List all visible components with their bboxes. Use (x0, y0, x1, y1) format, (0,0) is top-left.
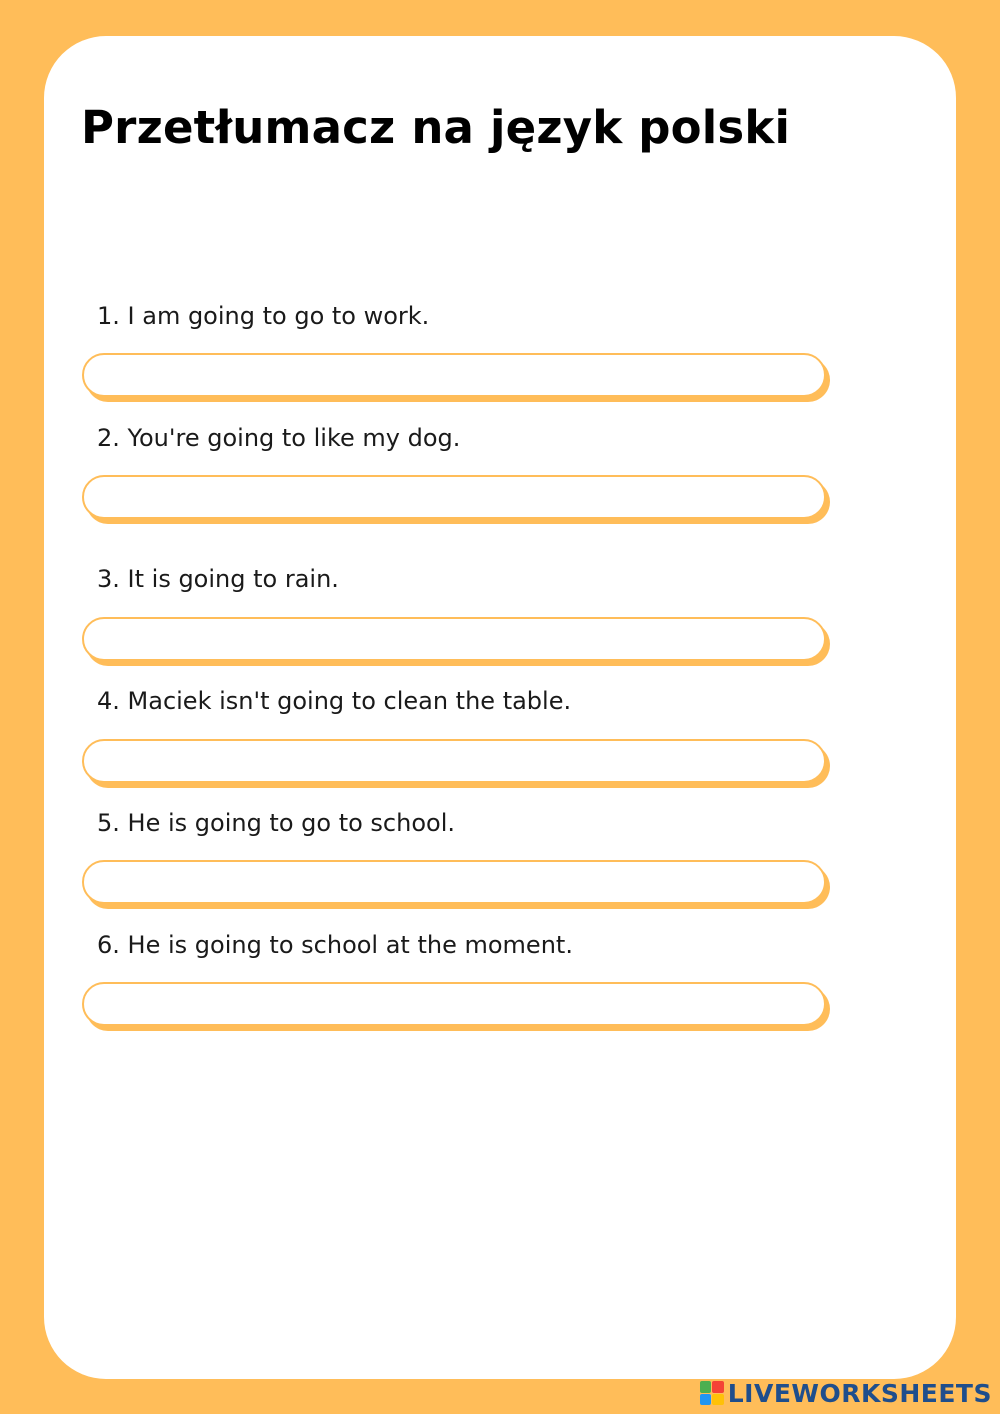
answer-5-input[interactable] (82, 860, 826, 904)
answer-4-input[interactable] (82, 739, 826, 783)
liveworksheets-logo-icon (700, 1381, 724, 1405)
question-3-label: 3. It is going to rain. (97, 565, 339, 593)
answer-3-input[interactable] (82, 617, 826, 661)
question-2-label: 2. You're going to like my dog. (97, 424, 461, 452)
logo-tile-1 (700, 1381, 712, 1393)
logo-tile-4 (712, 1394, 724, 1406)
answer-2-input[interactable] (82, 475, 826, 519)
question-4-label: 4. Maciek isn't going to clean the table. (97, 687, 572, 715)
question-6-label: 6. He is going to school at the moment. (97, 931, 573, 959)
brand-name: LIVEWORKSHEETS (727, 1378, 992, 1408)
logo-tile-2 (712, 1381, 724, 1393)
logo-tile-3 (700, 1394, 712, 1406)
answer-6-input[interactable] (82, 982, 826, 1026)
liveworksheets-brand (700, 1378, 992, 1408)
question-5-label: 5. He is going to go to school. (97, 809, 455, 837)
answer-1-input[interactable] (82, 353, 826, 397)
page-title: Przetłumacz na język polski (81, 101, 791, 154)
question-1-label: 1. I am going to go to work. (97, 302, 430, 330)
